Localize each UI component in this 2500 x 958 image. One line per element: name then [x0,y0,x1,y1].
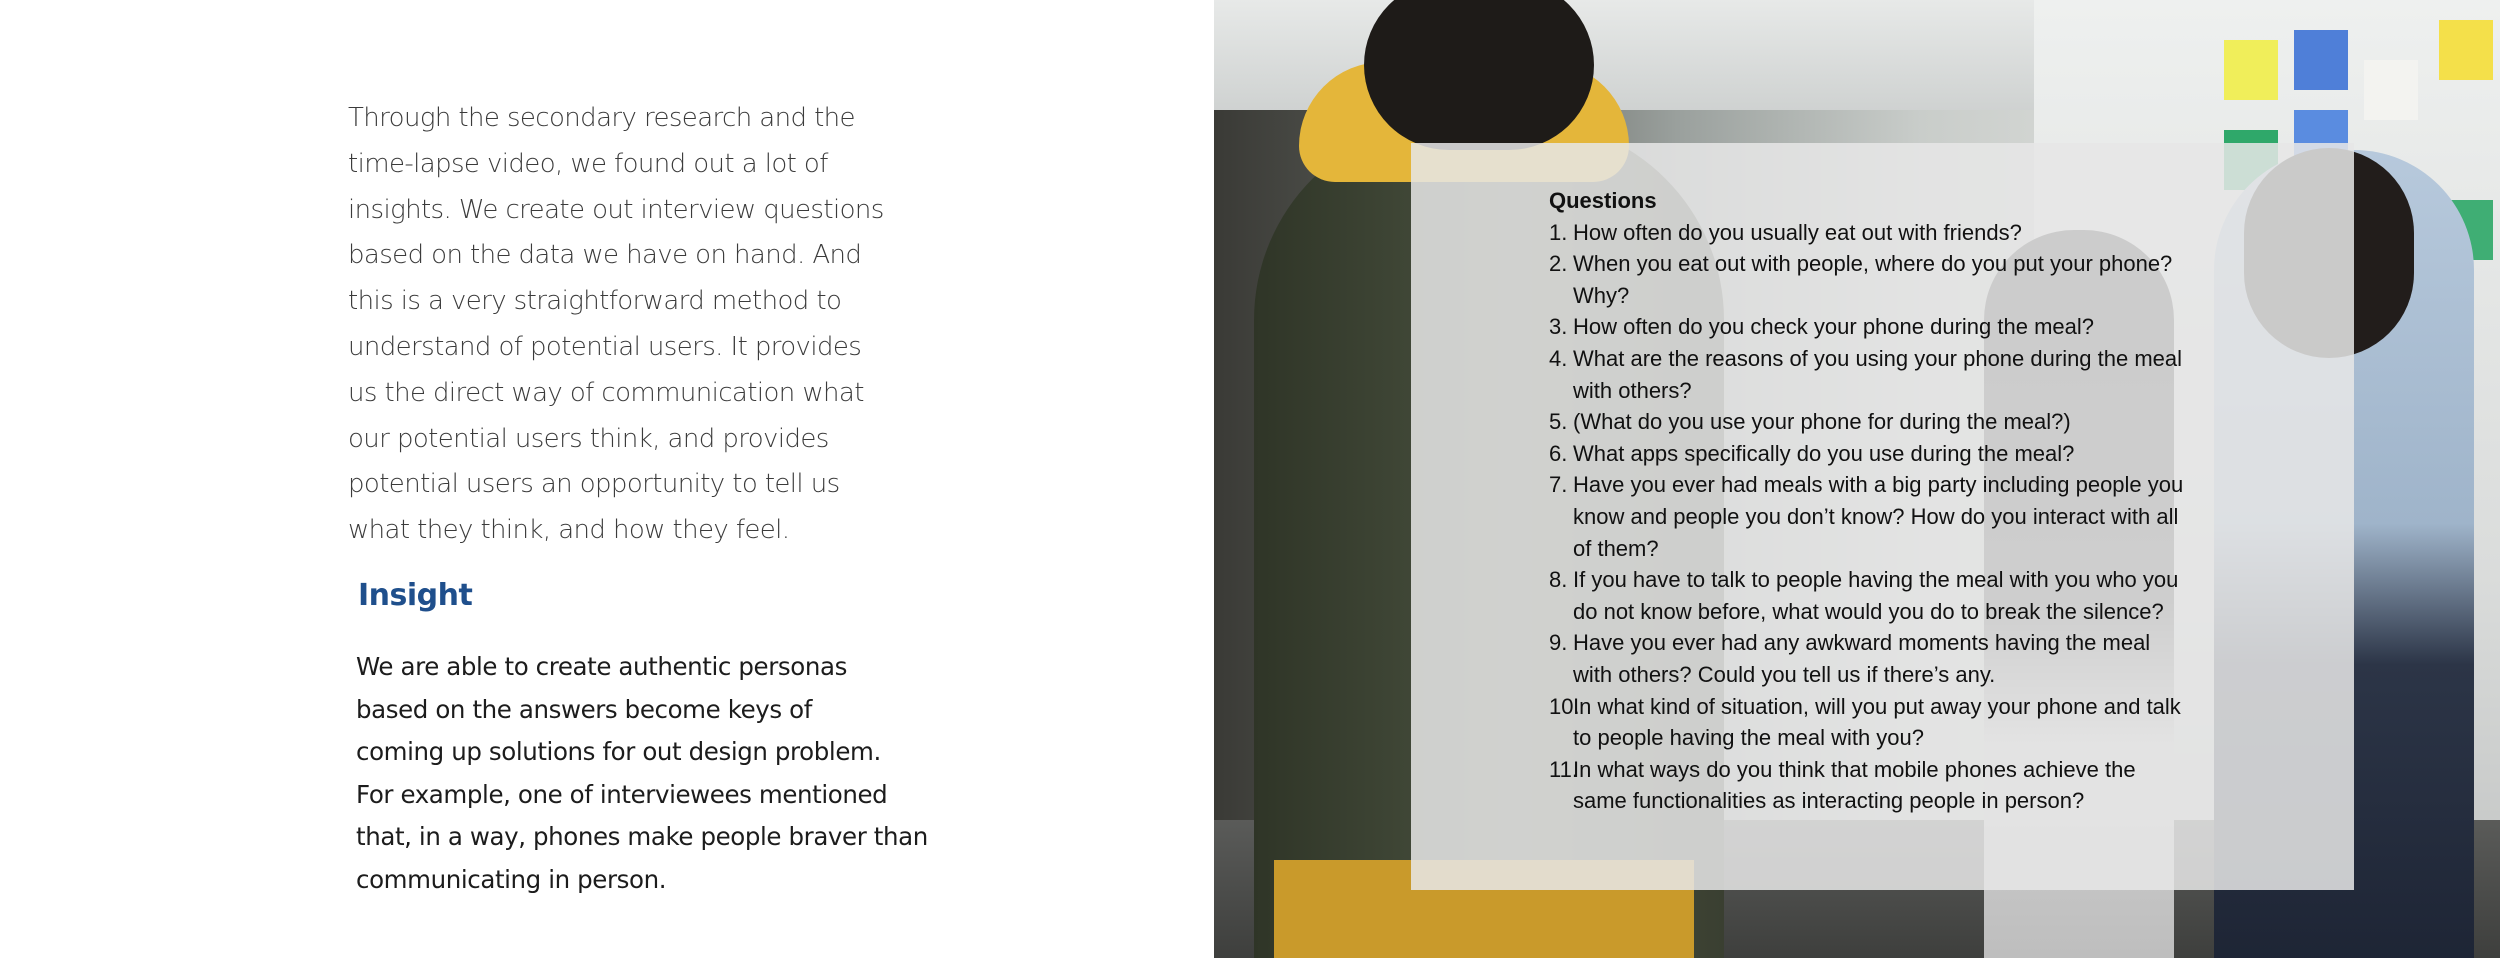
question-item [1549,438,2183,470]
question-line: How often do you check your phone during the meal? [1573,314,2094,340]
question-line: do not know before, what would you do to break the silence? [1573,598,2164,624]
intro-line: what they think, and how they feel. [348,515,790,546]
question-number: 10. [1549,693,1580,719]
insight-line: that, in a way, phones make people braver than [356,822,928,851]
question-item [1549,754,2183,817]
question-line: How often do you usually eat out with friends? [1573,219,2022,245]
question-line: What are the reasons of you using your phone during the meal [1573,345,2183,371]
question-text [1573,469,2183,564]
question-number: 7. [1549,472,1568,498]
question-number: 8. [1549,567,1568,593]
question-number: 4. [1549,345,1568,371]
question-number: 9. [1549,630,1568,656]
intro-line: our potential users think, and provides [348,423,829,454]
question-line: to people having the meal with you? [1573,725,1925,751]
intro-line: this is a very straightforward method to [348,286,842,317]
question-line: (What do you use your phone for during the meal?) [1573,409,2071,435]
intro-line: Through the secondary research and the [348,103,855,133]
question-line: Have you ever had any awkward moments having the meal [1573,630,2151,656]
intro-line: insights. We create out interview questions [348,194,884,225]
question-line: Why? [1573,282,1630,308]
question-item [1549,627,2183,690]
questions-title: Questions [1549,188,1657,213]
intro-line: based on the data we have on hand. And [348,240,862,271]
question-item [1549,691,2183,754]
question-number: 5. [1549,409,1568,435]
insight-line: based on the answers become keys of [356,694,812,724]
insight-line: coming up solutions for out design problem. [356,737,881,766]
sticky-note [2439,20,2493,80]
question-text [1573,564,2178,627]
question-number: 6. [1549,440,1568,466]
question-item [1549,406,2183,438]
insight-line: For example, one of interviewees mentioned [356,779,888,809]
question-text [1573,627,2150,690]
insight-line: communicating in person. [356,864,667,894]
intro-line: time-lapse video, we found out a lot of [348,148,828,179]
intro-paragraph [348,96,884,554]
question-line: In what ways do you think that mobile phones achieve the [1573,756,2136,782]
question-text [1573,691,2181,754]
question-item [1549,311,2183,343]
intro-line: potential users an opportunity to tell us [348,469,840,500]
question-number: 2. [1549,251,1568,277]
question-line: of them? [1573,535,1659,561]
questions-list [1549,217,2183,817]
question-item [1549,248,2183,311]
insight-line: We are able to create authentic personas [356,652,847,681]
question-line: What apps specifically do you use during the meal? [1573,440,2075,466]
question-text [1573,343,2182,406]
question-line: with others? Could you tell us if there’s any. [1573,661,1996,687]
question-line: Have you ever had meals with a big party including people you [1573,472,2184,498]
question-number: 3. [1549,314,1568,340]
sticky-note [2294,30,2348,90]
question-text [1573,406,2071,438]
sticky-note [2224,40,2278,100]
question-line: In what kind of situation, will you put away your phone and talk [1573,693,2181,719]
question-number: 11. [1549,756,1578,782]
question-line: When you eat out with people, where do you put your phone? [1573,251,2173,277]
question-item [1549,217,2183,249]
questions-block [1549,185,2183,817]
question-text [1573,311,2094,343]
insight-paragraph [356,646,928,901]
question-text [1573,754,2136,817]
intro-line: understand of potential users. It provides [348,331,862,362]
question-line: If you have to talk to people having the meal with you who you [1573,567,2179,593]
photo-person-left-head [1364,0,1594,150]
question-item [1549,564,2183,627]
question-item [1549,343,2183,406]
insight-heading: Insight [358,578,473,613]
question-text [1573,248,2172,311]
text-column [0,0,1214,958]
question-line: with others? [1573,377,1692,403]
question-line: know and people you don’t know? How do you interact with all [1573,503,2179,529]
question-text [1573,217,2022,249]
question-number: 1. [1549,219,1568,245]
question-text [1573,438,2074,470]
sticky-note [2364,60,2418,120]
question-item [1549,469,2183,564]
question-line: same functionalities as interacting people in person? [1573,788,2085,814]
intro-line: us the direct way of communication what [348,377,864,408]
